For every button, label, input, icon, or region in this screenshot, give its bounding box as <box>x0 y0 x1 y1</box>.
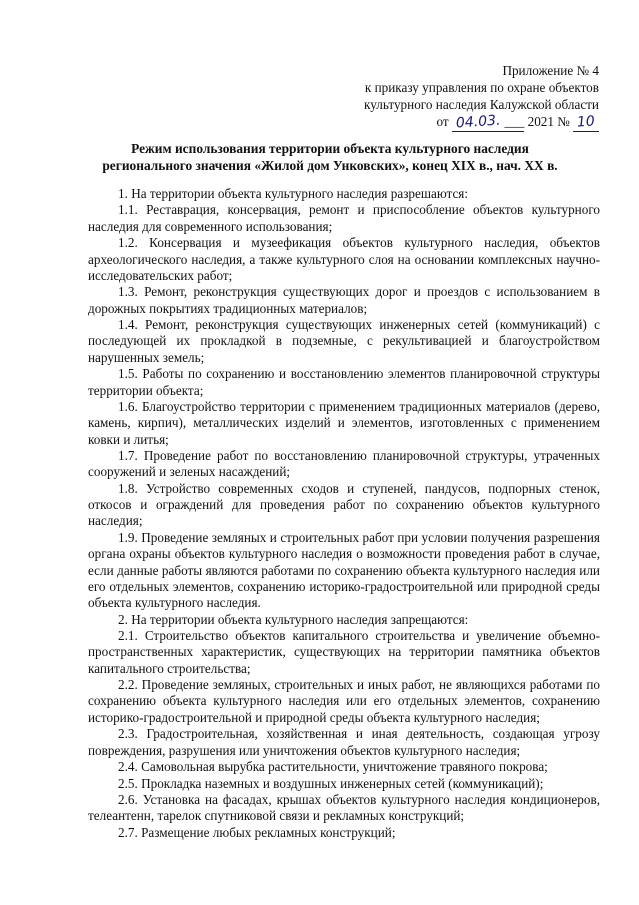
paragraph: 1.2. Консервация и музеефикация объектов культурного наследия, объектов археологического наследия, а также культурного слоя на основании комплексных научно-исследовательских работ; <box>88 235 600 283</box>
paragraph: 1.3. Ремонт, реконструкция существующих дорог и проездов с использованием в дорожных покрытиях традиционных материалов; <box>88 284 600 316</box>
paragraph: 1.8. Устройство современных сходов и ступеней, пандусов, подпорных стенок, откосов и ограждений для проведения работ по сохранению объектов культурного наследия; <box>88 480 600 529</box>
number-sign: № <box>557 114 570 129</box>
paragraph: 2.1. Строительство объектов капитального строительства и увеличение объемно-пространственных характеристик, существующих на территории памятника объектов капитального строительства; <box>88 628 600 676</box>
date-blank: 04.03. ___ <box>452 113 524 132</box>
document-title <box>60 140 600 174</box>
appendix-date-line <box>364 113 599 132</box>
number-blank <box>573 113 599 132</box>
title-line-1: Режим использования территории объекта культурного наследия <box>131 141 529 156</box>
paragraph: 2.7. Размещение любых рекламных конструкций; <box>118 824 396 840</box>
paragraph: 2.2. Проведение земляных, строительных и иных работ, не являющихся работами по сохранению объекта культурного наследия или его отдельных элементов, сохранению историко-градостроительной и природной среды объекта культурного наследия; <box>88 677 600 725</box>
paragraph: 1.6. Благоустройство территории с применением традиционных материалов (дерево, камень, кирпич), металлических изделий и элементов, изготовленных с применением ковки и литья; <box>88 398 600 447</box>
year-text: 2021 <box>527 114 554 129</box>
document-body <box>88 186 600 841</box>
paragraph: 1. На территории объекта культурного наследия разрешаются: <box>118 186 469 201</box>
paragraph: 2.6. Установка на фасадах, крышах объектов культурного наследия кондиционеров, телеантенн, тарелок спутниковой связи и рекламных конструкций; <box>88 791 600 824</box>
paragraph: 2.3. Градостроительная, хозяйственная и иная деятельность, создающая угрозу повреждения, разрушения или уничтожения объектов культурного наследия; <box>88 726 600 758</box>
title-line-2: регионального значения «Жилой дом Унковских», конец XIX в., нач. XX в. <box>102 158 558 173</box>
appendix-order-ref: к приказу управления по охране объектов <box>364 80 599 95</box>
paragraph: 2. На территории объекта культурного наследия запрещаются: <box>118 611 469 627</box>
appendix-number: Приложение № 4 <box>502 63 599 78</box>
handwritten-number: 10 <box>576 113 596 131</box>
paragraph: 1.7. Проведение работ по восстановлению планировочной структуры, утраченных сооружений и зеленых насаждений; <box>88 448 600 480</box>
paragraph: 1.4. Ремонт, реконструкция существующих инженерных сетей (коммуникаций) с последующей их прокладкой в подземные, с рекультивацией и благоустройством нарушенных земель; <box>88 317 600 365</box>
paragraph: 1.5. Работы по сохранению и восстановлению элементов планировочной структуры территории объекта; <box>88 366 600 398</box>
paragraph: 1.9. Проведение земляных и строительных работ при условии получения разрешения органа охраны объектов культурного наследия о возможности проведения работ в случае, если данные работы являются работами по сохранению объекта культурного наследия или его отдельных элементов, сохранению историко-градостроительной или природной среды объекта культурного наследия. <box>88 529 600 611</box>
paragraph: 2.4. Самовольная вырубка растительности, уничтожение травяного покрова; <box>118 759 548 775</box>
appendix-authority: культурного наследия Калужской области <box>364 97 599 112</box>
paragraph: 2.5. Прокладка наземных и воздушных инженерных сетей (коммуникаций); <box>118 775 544 791</box>
handwritten-date: 04.03. <box>455 112 502 132</box>
from-label: от <box>436 114 449 129</box>
appendix-header <box>364 62 599 132</box>
paragraph: 1.1. Реставрация, консервация, ремонт и приспособление объектов культурного наследия для современного использования; <box>88 202 600 234</box>
